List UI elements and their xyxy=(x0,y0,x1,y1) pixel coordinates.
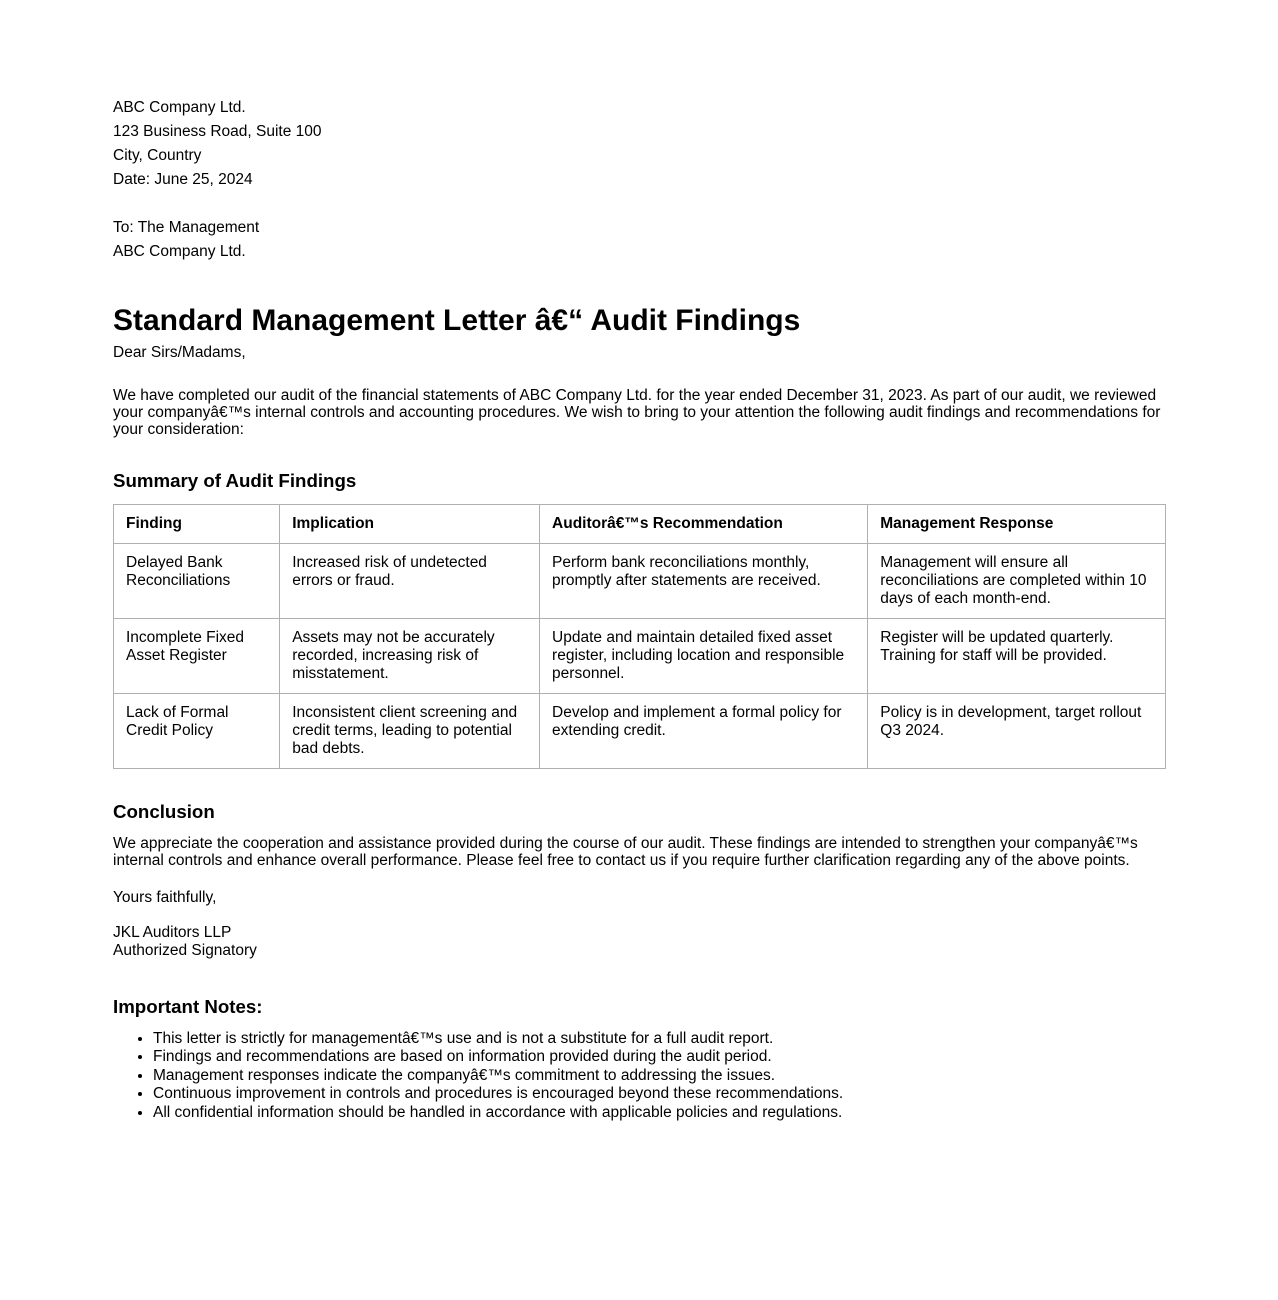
table-cell-implication: Increased risk of undetected errors or fraud. xyxy=(280,544,540,619)
signature-block xyxy=(113,924,1166,960)
intro-paragraph: We have completed our audit of the financial statements of ABC Company Ltd. for the year ended December 31, 2023. As part of our audit, we reviewed your companyâ€™s internal controls and accounting procedures. We wish to bring to your attention the following audit findings and recommendations for your consideration: xyxy=(113,387,1161,438)
table-row xyxy=(114,544,1166,619)
sender-address-block xyxy=(113,96,1166,192)
table-cell-implication: Assets may not be accurately recorded, increasing risk of misstatement. xyxy=(280,619,540,694)
table-cell-finding: Delayed Bank Reconciliations xyxy=(114,544,280,619)
column-header-recommendation: Auditorâ€™s Recommendation xyxy=(540,505,868,544)
table-header-row xyxy=(114,505,1166,544)
signature-firm: JKL Auditors LLP xyxy=(113,924,232,941)
column-header-response: Management Response xyxy=(868,505,1166,544)
table-cell-implication: Inconsistent client screening and credit terms, leading to potential bad debts. xyxy=(280,694,540,769)
page-title: Standard Management Letter â€“ Audit Findings xyxy=(113,304,801,337)
section-heading-summary: Summary of Audit Findings xyxy=(113,470,357,491)
table-cell-response: Policy is in development, target rollout Q3 2024. xyxy=(868,694,1166,769)
conclusion-paragraph: We appreciate the cooperation and assistance provided during the course of our audit. These findings are intended to strengthen your companyâ€™s internal controls and enhance overall performance. Please feel free to contact us if you require further clarification regarding any of the above points. xyxy=(113,835,1138,869)
sender-line: 123 Business Road, Suite 100 xyxy=(113,123,322,140)
note-item: • Continuous improvement in controls and procedures is encouraged beyond these recommendations. xyxy=(153,1085,1166,1103)
table-row xyxy=(114,619,1166,694)
note-item: • All confidential information should be handled in accordance with applicable policies and regulations. xyxy=(153,1104,1166,1122)
note-item: • This letter is strictly for managementâ€™s use and is not a substitute for a full audit report. xyxy=(153,1030,1166,1048)
salutation: Dear Sirs/Madams, xyxy=(113,344,246,361)
table-cell-finding: Lack of Formal Credit Policy xyxy=(114,694,280,769)
findings-table xyxy=(113,504,1166,769)
section-heading-important-notes: Important Notes: xyxy=(113,996,263,1017)
closing-line: Yours faithfully, xyxy=(113,889,217,906)
recipient-line: ABC Company Ltd. xyxy=(113,243,246,260)
table-cell-recommendation: Update and maintain detailed fixed asset register, including location and responsible personnel. xyxy=(540,619,868,694)
recipient-block xyxy=(113,216,1166,264)
recipient-line: To: The Management xyxy=(113,219,260,236)
date-line: Date: June 25, 2024 xyxy=(113,171,253,188)
sender-line: ABC Company Ltd. xyxy=(113,99,246,116)
table-cell-response: Register will be updated quarterly. Training for staff will be provided. xyxy=(868,619,1166,694)
important-notes-list xyxy=(113,1030,1166,1122)
sender-line: City, Country xyxy=(113,147,202,164)
section-heading-conclusion: Conclusion xyxy=(113,801,215,822)
note-item: • Management responses indicate the companyâ€™s commitment to addressing the issues. xyxy=(153,1067,1166,1085)
table-cell-recommendation: Perform bank reconciliations monthly, promptly after statements are received. xyxy=(540,544,868,619)
table-cell-response: Management will ensure all reconciliations are completed within 10 days of each month-end. xyxy=(868,544,1166,619)
signature-role: Authorized Signatory xyxy=(113,942,257,959)
column-header-finding: Finding xyxy=(114,505,280,544)
table-cell-finding: Incomplete Fixed Asset Register xyxy=(114,619,280,694)
table-cell-recommendation: Develop and implement a formal policy for extending credit. xyxy=(540,694,868,769)
table-row xyxy=(114,694,1166,769)
column-header-implication: Implication xyxy=(280,505,540,544)
note-item: • Findings and recommendations are based on information provided during the audit period. xyxy=(153,1048,1166,1066)
